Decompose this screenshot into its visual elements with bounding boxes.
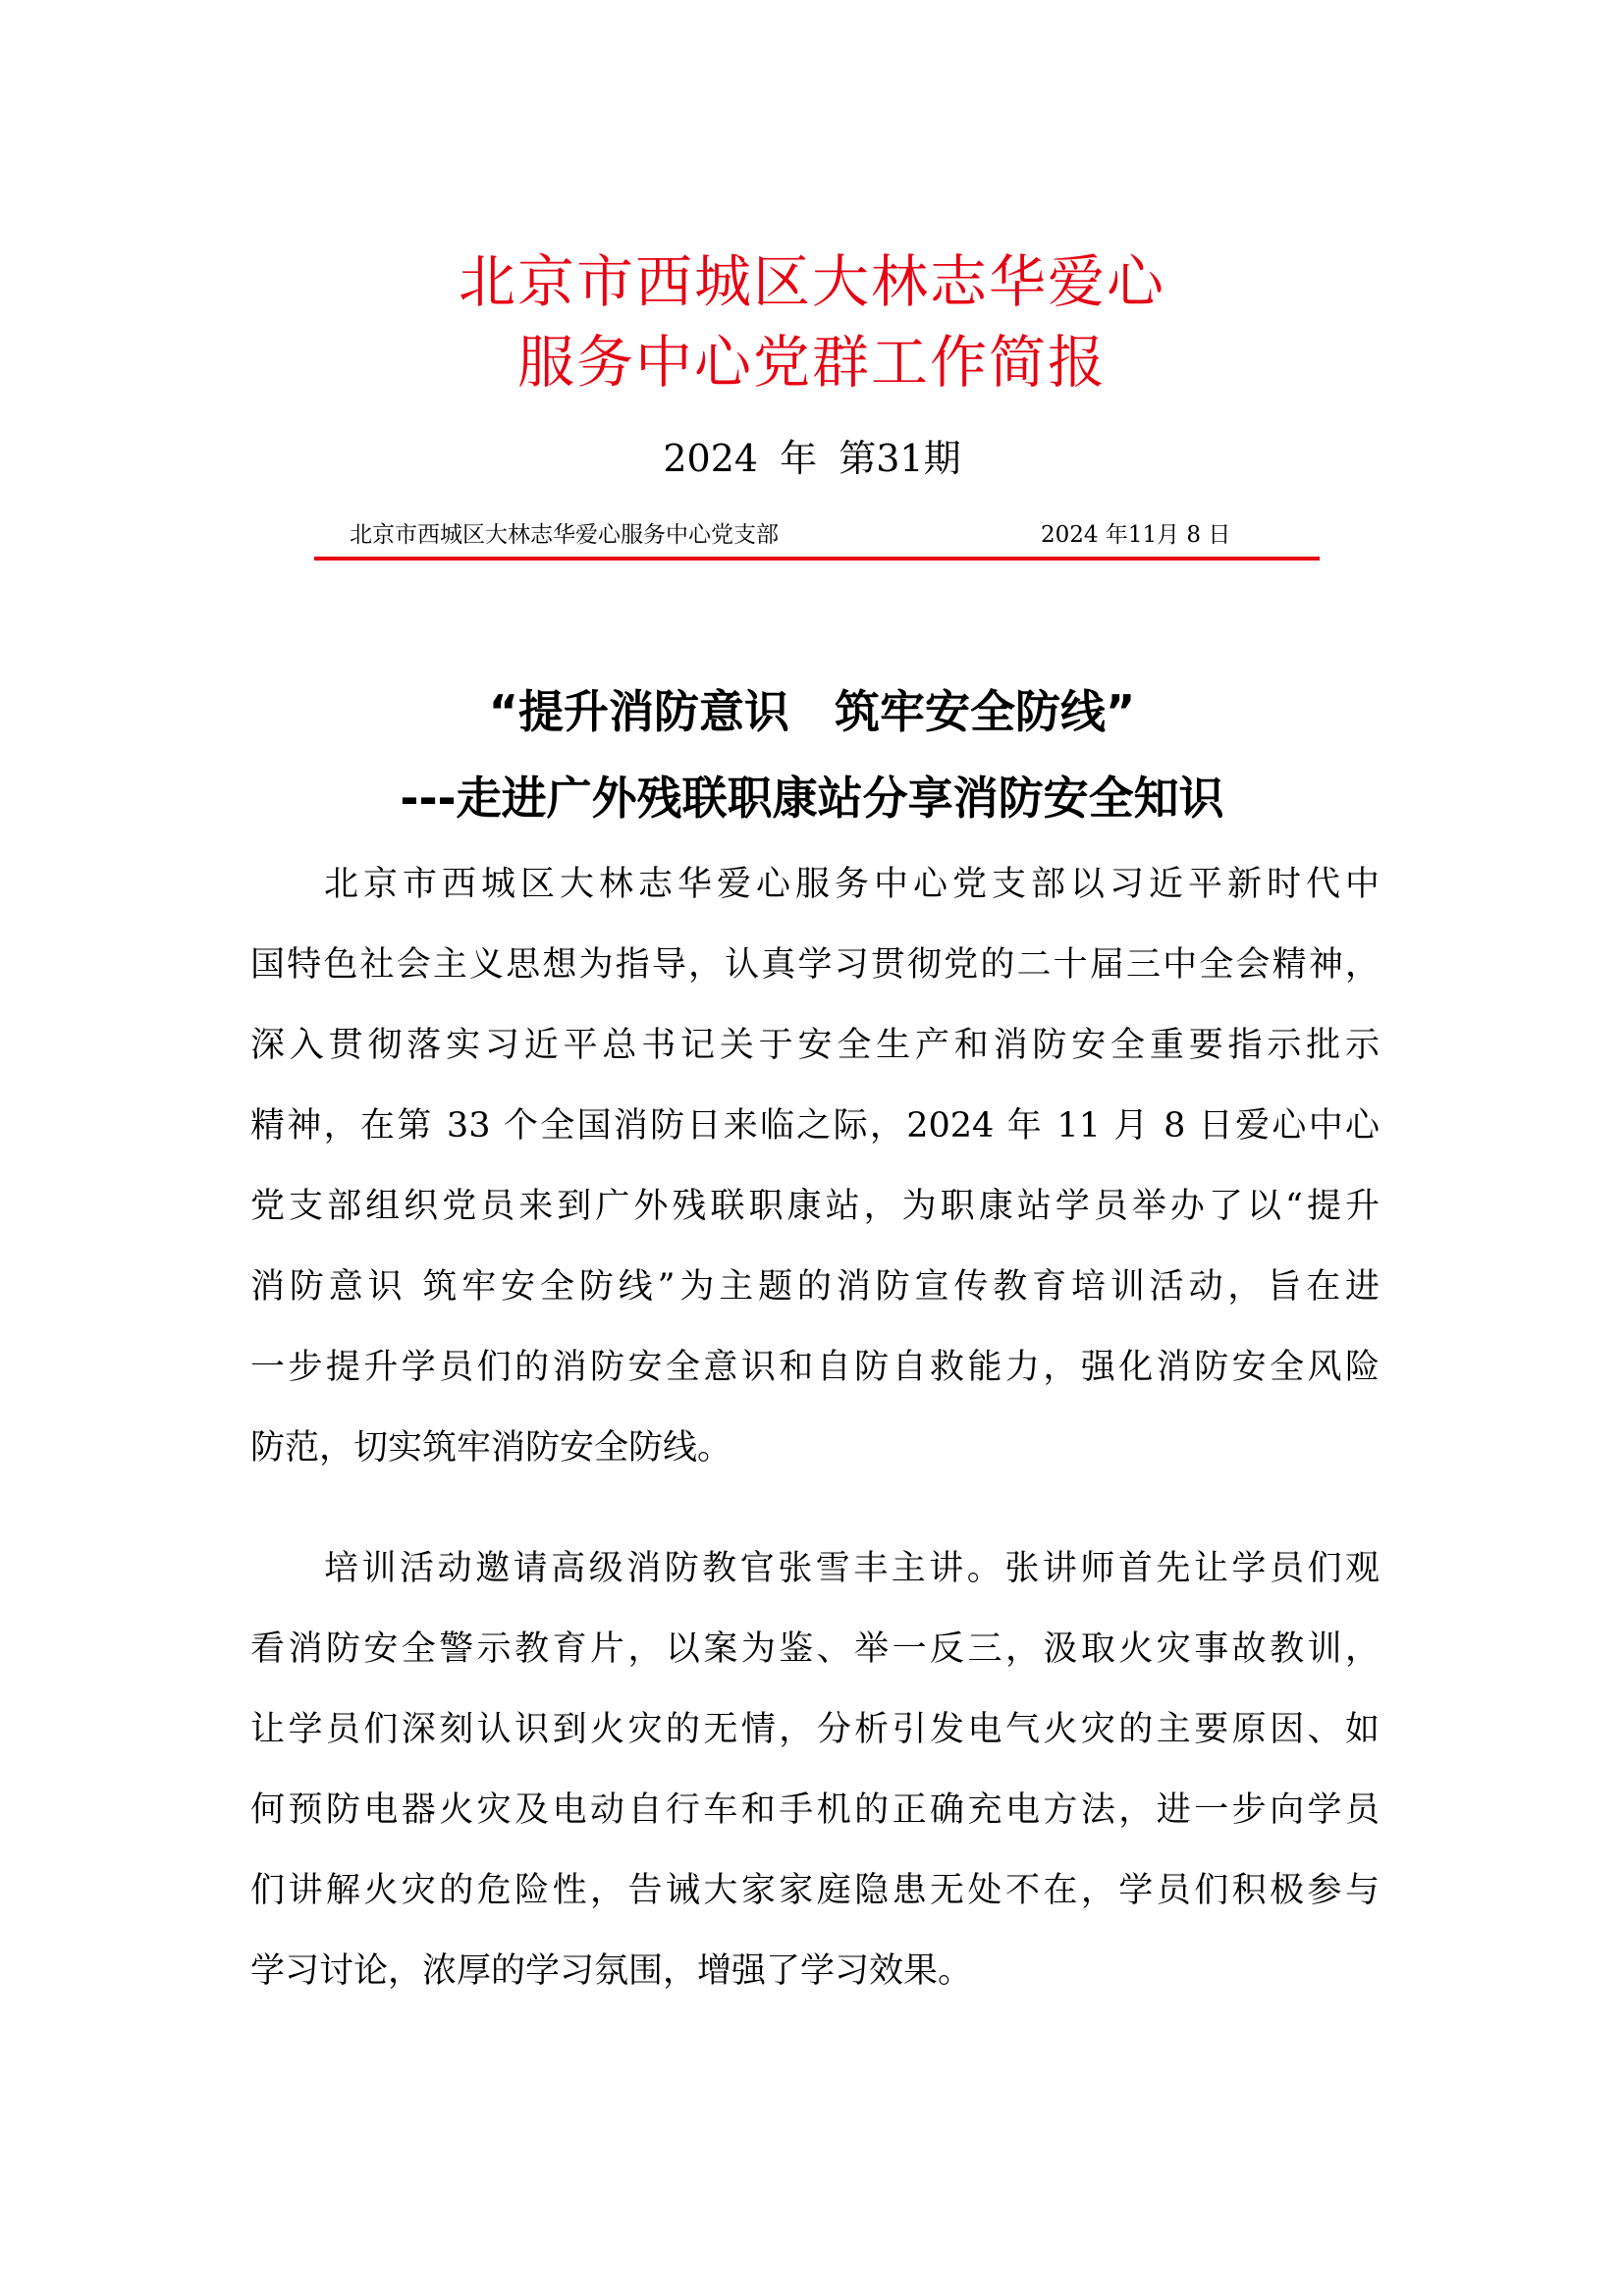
body-text-line: 们讲解火灾的危险性，告诫大家家庭隐患无处不在，学员们积极参与 xyxy=(250,1871,1380,1910)
body-text-line: 一步提升学员们的消防安全意识和自防自救能力，强化消防安全风险 xyxy=(250,1348,1380,1387)
body-text-line: 何预防电器火灾及电动自行车和手机的正确充电方法，进一步向学员 xyxy=(250,1790,1380,1830)
body-text-line: 培训活动邀请高级消防教官张雪丰主讲。张讲师首先让学员们观 xyxy=(324,1549,1380,1588)
issue-number: 2024 年 第31期 xyxy=(663,437,961,480)
header-divider-rule xyxy=(314,557,1320,561)
article-subheadline: ---走进广外残联职康站分享消防安全知识 xyxy=(400,772,1224,825)
issue-date: 2024 年11月 8 日 xyxy=(1041,522,1231,548)
body-text-line: 消防意识 筑牢安全防线”为主题的消防宣传教育培训活动，旨在进 xyxy=(250,1267,1380,1307)
body-text-line: 党支部组织党员来到广外残联职康站，为职康站学员举办了以“提升 xyxy=(250,1187,1380,1226)
body-text-line: 让学员们深刻认识到火灾的无情，分析引发电气火灾的主要原因、如 xyxy=(250,1710,1380,1749)
body-text-line: 国特色社会主义思想为指导，认真学习贯彻党的二十届三中全会精神， xyxy=(250,945,1380,985)
article-headline: “提升消防意识 筑牢安全防线” xyxy=(488,685,1136,738)
body-text-line: 精神，在第 33 个全国消防日来临之际，2024 年 11 月 8 日爱心中心 xyxy=(250,1106,1380,1146)
body-text-line: 学习讨论，浓厚的学习氛围，增强了学习效果。 xyxy=(250,1951,973,1991)
body-text-line: 防范，切实筑牢消防安全防线。 xyxy=(250,1428,732,1468)
issuer-name: 北京市西城区大林志华爱心服务中心党支部 xyxy=(350,522,779,548)
masthead-title-line-1: 北京市西城区大林志华爱心 xyxy=(458,248,1165,315)
body-text-line: 看消防安全警示教育片，以案为鉴、举一反三，汲取火灾事故教训， xyxy=(250,1629,1380,1669)
body-text-line: 北京市西城区大林志华爱心服务中心党支部以习近平新时代中 xyxy=(324,865,1380,904)
masthead-title-line-2: 服务中心党群工作简报 xyxy=(516,329,1107,396)
body-text-line: 深入贯彻落实习近平总书记关于安全生产和消防安全重要指示批示 xyxy=(250,1026,1380,1065)
